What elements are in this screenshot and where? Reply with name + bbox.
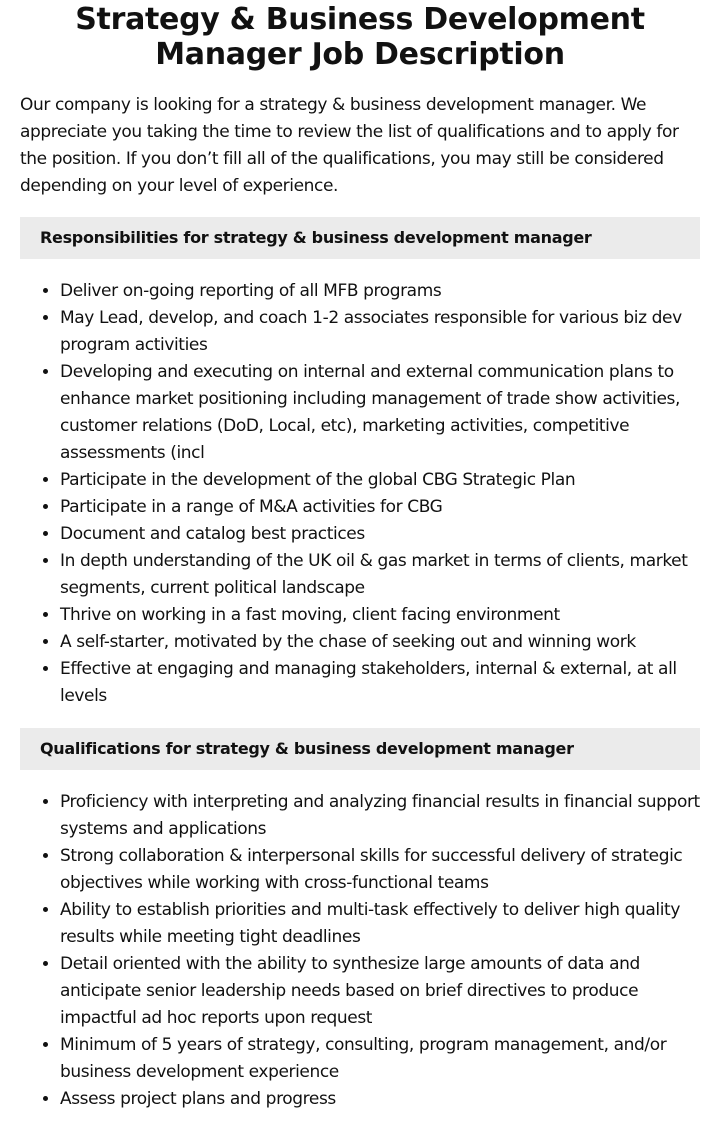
- list-item: • Strong collaboration & interpersonal skills for successful delivery of strategic objectives while working with cross-functional teams: [60, 843, 700, 897]
- list-item: • Effective at engaging and managing stakeholders, internal & external, at all levels: [60, 656, 700, 710]
- responsibilities-list: [20, 278, 700, 710]
- list-item: • Ability to establish priorities and multi-task effectively to deliver high quality results while meeting tight deadlines: [60, 897, 700, 951]
- list-item: • Document and catalog best practices: [60, 521, 700, 548]
- list-item: • Deliver on-going reporting of all MFB programs: [60, 278, 700, 305]
- list-item: • Developing and executing on internal and external communication plans to enhance market positioning including management of trade show activities, customer relations (DoD, Local, etc), marketing activities, competitive assessments (incl: [60, 359, 700, 467]
- list-item: • Participate in the development of the global CBG Strategic Plan: [60, 467, 700, 494]
- list-item: • A self-starter, motivated by the chase of seeking out and winning work: [60, 629, 700, 656]
- list-item: • Minimum of 5 years of strategy, consulting, program management, and/or business development experience: [60, 1032, 700, 1086]
- list-item: • Assess project plans and progress: [60, 1086, 700, 1113]
- list-item: • Proficiency with interpreting and analyzing financial results in financial support systems and applications: [60, 789, 700, 843]
- qualifications-heading: Qualifications for strategy & business development manager: [20, 728, 700, 770]
- list-item: • May Lead, develop, and coach 1-2 associates responsible for various biz dev program activities: [60, 305, 700, 359]
- page-title: Strategy & Business Development Manager Job Description: [75, 2, 645, 72]
- job-description-page: [0, 2, 720, 1113]
- list-item: • Detail oriented with the ability to synthesize large amounts of data and anticipate senior leadership needs based on brief directives to produce impactful ad hoc reports upon request: [60, 951, 700, 1032]
- responsibilities-heading: Responsibilities for strategy & business development manager: [20, 217, 700, 259]
- qualifications-list: [20, 789, 700, 1113]
- list-item: • In depth understanding of the UK oil & gas market in terms of clients, market segments, current political landscape: [60, 548, 700, 602]
- list-item: • Thrive on working in a fast moving, client facing environment: [60, 602, 700, 629]
- intro-paragraph: Our company is looking for a strategy & business development manager. We appreciate you taking the time to review the list of qualifications and to apply for the position. If you don’t fill all of the qualifications, you may still be considered depending on your level of experience.: [20, 95, 679, 196]
- list-item: • Participate in a range of M&A activities for CBG: [60, 494, 700, 521]
